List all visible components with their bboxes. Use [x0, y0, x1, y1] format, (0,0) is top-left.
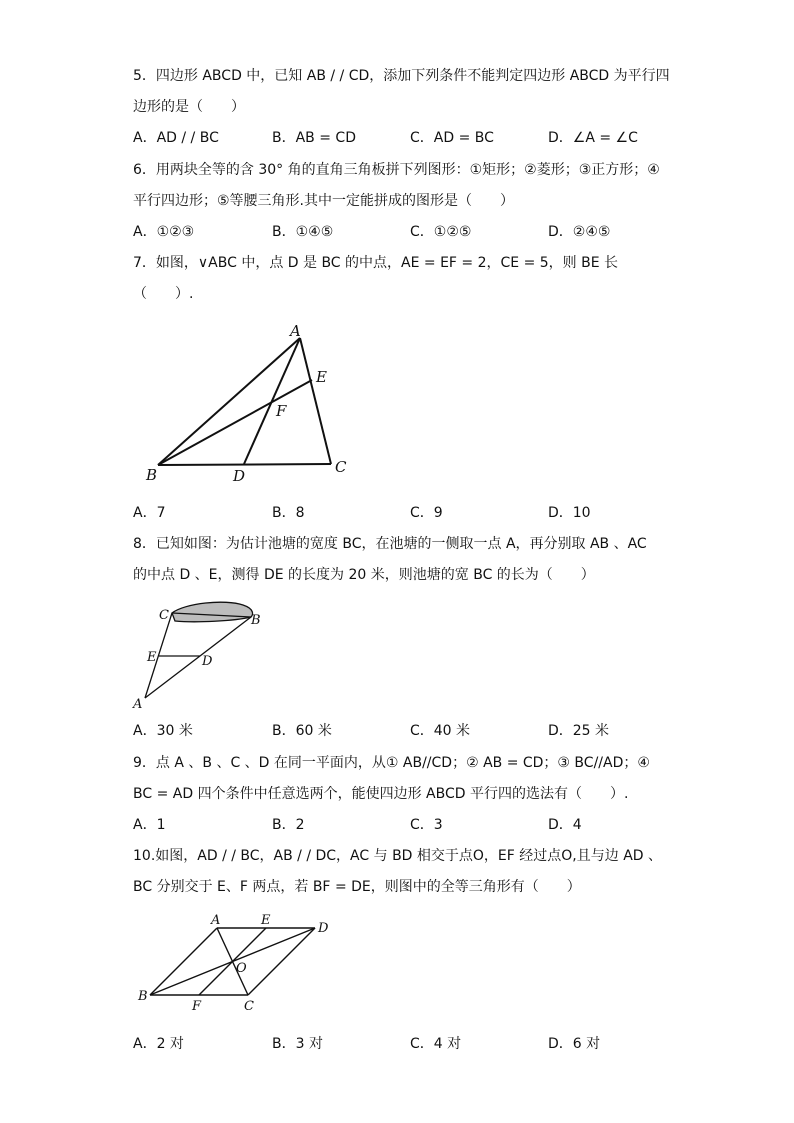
- q8-label-e: E: [147, 650, 157, 665]
- q7-stem-line1: 7．如图，∨ABC 中，点 D 是 BC 的中点，AE = EF = 2，CE = 5，则 BE 长: [133, 255, 619, 271]
- q7-segment-be: [158, 380, 312, 465]
- q7-option-a: A．7: [133, 505, 166, 521]
- q9-option-c: C．3: [410, 817, 443, 833]
- q9-option-b: B．2: [272, 817, 305, 833]
- q9-stem-line1: 9．点 A 、B 、C 、D 在同一平面内，从① AB//CD；② AB = CD；③ BC//AD；④: [133, 755, 650, 771]
- q5-stem-line2: 边形的是（ ）: [133, 99, 245, 115]
- q8-option-b: B．60 米: [272, 723, 332, 739]
- q10-label-e: E: [261, 913, 271, 928]
- q9-option-a: A．1: [133, 817, 166, 833]
- q10-label-f: F: [192, 999, 202, 1014]
- q8-pond-figure: [125, 595, 275, 710]
- q6-stem-line2: 平行四边形；⑤等腰三角形.其中一定能拼成的图形是（ ）: [133, 193, 514, 209]
- q5-option-d: D．∠A = ∠C: [548, 130, 638, 146]
- q8-label-c: C: [159, 608, 169, 623]
- q7-option-d: D．10: [548, 505, 591, 521]
- q7-option-b: B．8: [272, 505, 305, 521]
- q10-label-a: A: [211, 913, 221, 928]
- q10-option-d: D．6 对: [548, 1036, 601, 1052]
- q10-stem-line1: 10.如图，AD / / BC，AB / / DC，AC 与 BD 相交于点O，EF 经过点O,且与边 AD 、: [133, 848, 662, 864]
- q8-option-a: A．30 米: [133, 723, 193, 739]
- q10-label-d: D: [318, 921, 329, 936]
- q7-label-b: B: [146, 466, 158, 484]
- q8-option-c: C．40 米: [410, 723, 471, 739]
- q7-triangle-figure: [140, 320, 370, 490]
- q5-option-a: A．AD / / BC: [133, 130, 219, 146]
- q9-stem-line2: BC = AD 四个条件中任意选两个，能使四边形 ABCD 平行四的选法有（ ）.: [133, 786, 629, 802]
- q8-option-d: D．25 米: [548, 723, 610, 739]
- q8-stem-line2: 的中点 D 、E，测得 DE 的长度为 20 米，则池塘的宽 BC 的长为（ ）: [133, 567, 595, 583]
- q10-side-ab: [150, 928, 217, 995]
- q7-label-c: C: [335, 458, 347, 476]
- q6-stem-line1: 6．用两块全等的含 30° 角的直角三角板拼下列图形：①矩形；②菱形；③正方形；④: [133, 162, 660, 178]
- q10-stem-line2: BC 分别交于 E、F 两点，若 BF = DE，则图中的全等三角形有（ ）: [133, 879, 581, 895]
- q8-stem-line1: 8．已知如图：为估计池塘的宽度 BC，在池塘的一侧取一点 A，再分别取 AB 、AC: [133, 536, 647, 552]
- q5-stem-line1: 5．四边形 ABCD 中，已知 AB / / CD，添加下列条件不能判定四边形 ABCD 为平行四: [133, 68, 670, 84]
- q10-side-cd: [248, 928, 315, 995]
- q10-option-b: B．3 对: [272, 1036, 323, 1052]
- q6-option-b: B．①④⑤: [272, 224, 334, 240]
- q8-label-a: A: [133, 697, 143, 710]
- q8-label-d: D: [202, 654, 213, 669]
- q8-pond-shape: [172, 602, 253, 622]
- q7-label-d: D: [233, 467, 246, 485]
- q7-label-a: A: [290, 322, 301, 340]
- q6-option-c: C．①②⑤: [410, 224, 472, 240]
- q8-label-b: B: [251, 613, 261, 628]
- q7-stem-line2: （ ）.: [133, 286, 194, 302]
- q6-option-a: A．①②③: [133, 224, 195, 240]
- q10-option-a: A．2 对: [133, 1036, 184, 1052]
- q7-label-e: E: [316, 368, 327, 386]
- q5-option-c: C．AD = BC: [410, 130, 494, 146]
- q10-label-b: B: [138, 989, 148, 1004]
- q10-option-c: C．4 对: [410, 1036, 462, 1052]
- q9-option-d: D．4: [548, 817, 582, 833]
- q7-option-c: C．9: [410, 505, 443, 521]
- q8-side-ba: [145, 617, 251, 698]
- q10-segment-ef: [199, 928, 266, 995]
- q7-label-f: F: [276, 402, 287, 420]
- q10-label-c: C: [244, 999, 254, 1014]
- q10-label-o: O: [236, 961, 247, 976]
- q10-parallelogram-figure: [135, 910, 340, 1020]
- q5-option-b: B．AB = CD: [272, 130, 356, 146]
- q6-option-d: D．②④⑤: [548, 224, 611, 240]
- q7-side-ac: [300, 338, 331, 464]
